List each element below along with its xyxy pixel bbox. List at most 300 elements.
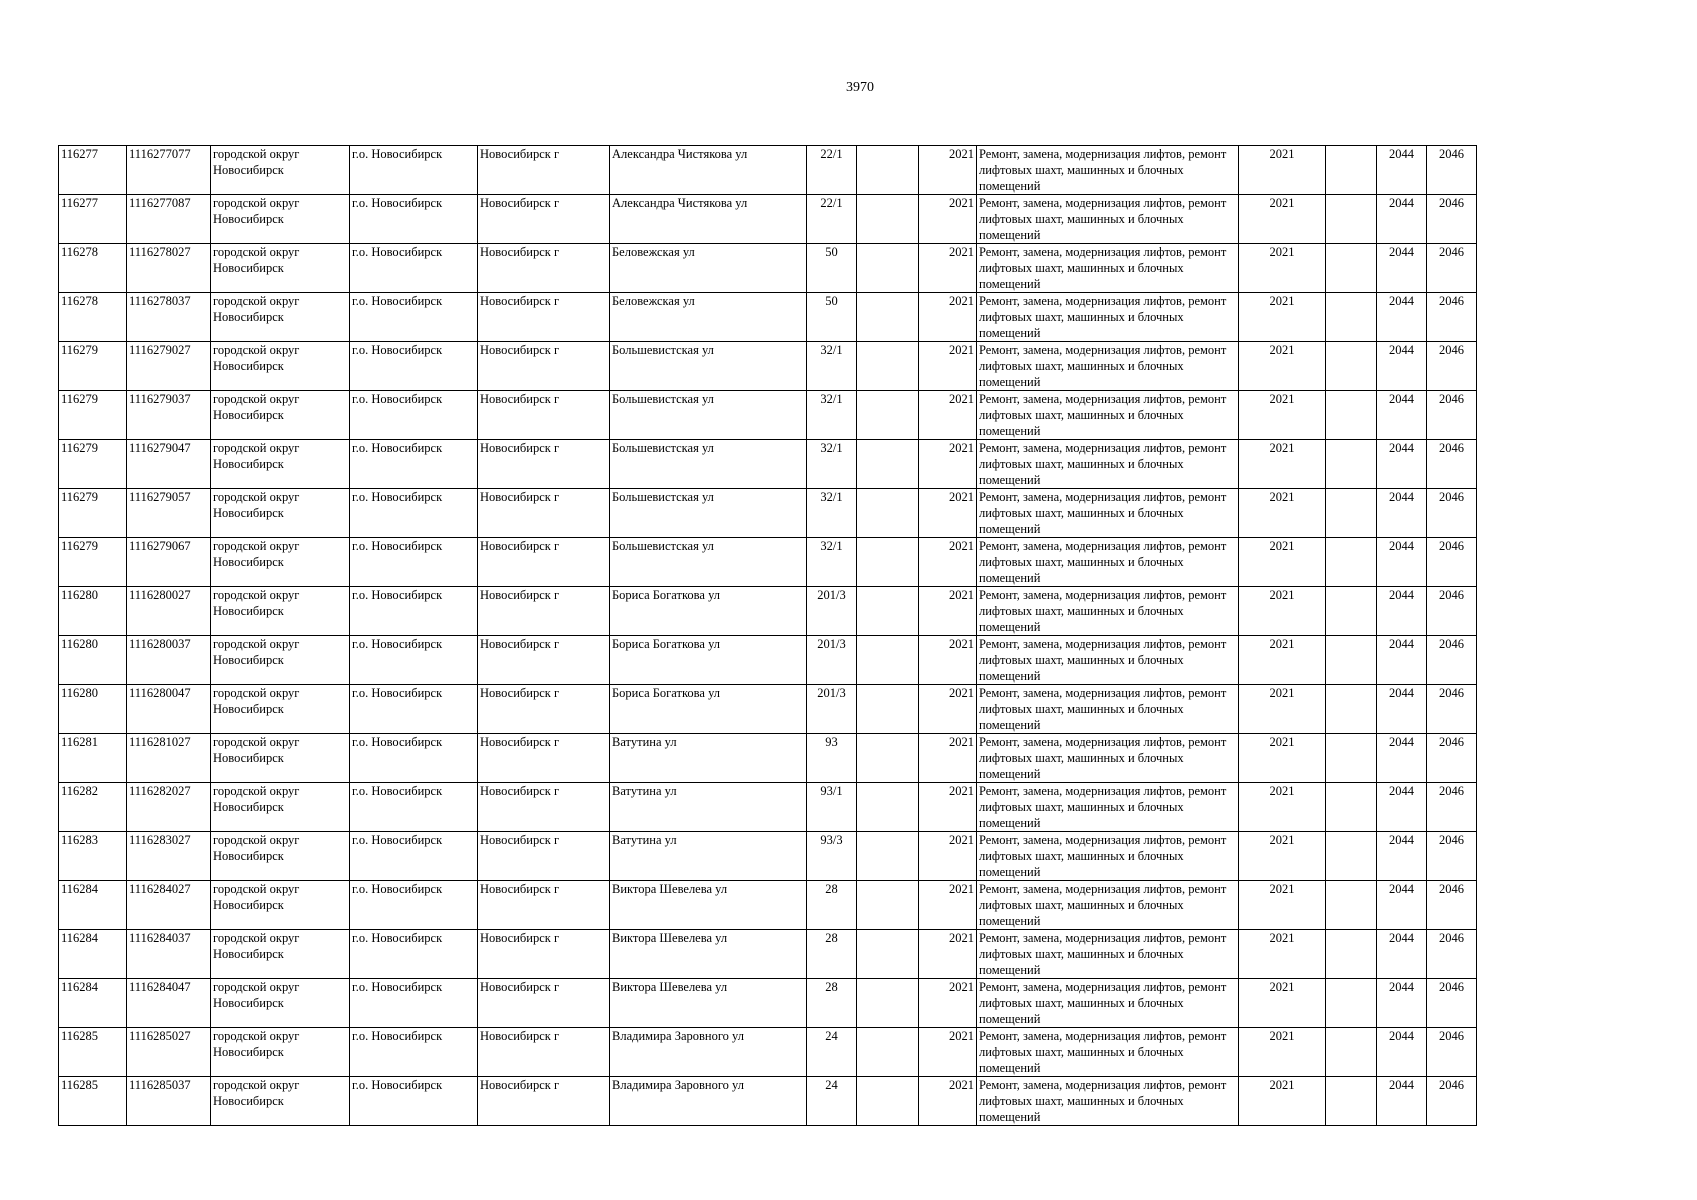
cell-id: 116282 <box>59 783 127 832</box>
cell-district: г.о. Новосибирск <box>350 440 478 489</box>
cell-house: 201/3 <box>807 636 857 685</box>
cell-house: 32/1 <box>807 440 857 489</box>
cell-year: 2021 <box>919 587 977 636</box>
cell-code: 1116280027 <box>127 587 211 636</box>
cell-year: 2021 <box>919 881 977 930</box>
table-row <box>59 342 1477 391</box>
cell-municipality: городской округ Новосибирск <box>211 440 350 489</box>
cell-id: 116279 <box>59 342 127 391</box>
cell-empty <box>857 195 919 244</box>
cell-empty <box>857 881 919 930</box>
cell-id: 116280 <box>59 636 127 685</box>
cell-city: Новосибирск г <box>478 293 610 342</box>
cell-street: Ватутина ул <box>610 832 807 881</box>
cell-city: Новосибирск г <box>478 881 610 930</box>
cell-empty <box>1326 734 1377 783</box>
cell-year-from: 2044 <box>1377 783 1427 832</box>
cell-municipality: городской округ Новосибирск <box>211 1028 350 1077</box>
cell-empty <box>1326 783 1377 832</box>
cell-street: Александра Чистякова ул <box>610 146 807 195</box>
table-row <box>59 1077 1477 1126</box>
cell-street: Беловежская ул <box>610 293 807 342</box>
capital-repair-register-table <box>58 145 1477 1126</box>
table-row <box>59 636 1477 685</box>
cell-district: г.о. Новосибирск <box>350 979 478 1028</box>
cell-district: г.о. Новосибирск <box>350 538 478 587</box>
cell-house: 24 <box>807 1077 857 1126</box>
cell-city: Новосибирск г <box>478 342 610 391</box>
cell-municipality: городской округ Новосибирск <box>211 979 350 1028</box>
cell-id: 116285 <box>59 1077 127 1126</box>
cell-city: Новосибирск г <box>478 244 610 293</box>
cell-house: 201/3 <box>807 685 857 734</box>
cell-plan-year: 2021 <box>1239 930 1326 979</box>
cell-street: Большевистская ул <box>610 440 807 489</box>
cell-work-type: Ремонт, замена, модернизация лифтов, ремонт лифтовых шахт, машинных и блочных помещений <box>977 979 1239 1028</box>
cell-id: 116278 <box>59 244 127 293</box>
cell-code: 1116282027 <box>127 783 211 832</box>
cell-city: Новосибирск г <box>478 538 610 587</box>
cell-empty <box>857 832 919 881</box>
cell-year-from: 2044 <box>1377 734 1427 783</box>
cell-id: 116285 <box>59 1028 127 1077</box>
cell-house: 32/1 <box>807 391 857 440</box>
cell-code: 1116283027 <box>127 832 211 881</box>
table-row <box>59 440 1477 489</box>
cell-year-to: 2046 <box>1427 783 1477 832</box>
cell-empty <box>1326 636 1377 685</box>
cell-district: г.о. Новосибирск <box>350 636 478 685</box>
cell-code: 1116280047 <box>127 685 211 734</box>
cell-street: Виктора Шевелева ул <box>610 930 807 979</box>
cell-empty <box>1326 244 1377 293</box>
cell-year: 2021 <box>919 342 977 391</box>
cell-work-type: Ремонт, замена, модернизация лифтов, ремонт лифтовых шахт, машинных и блочных помещений <box>977 440 1239 489</box>
cell-empty <box>1326 832 1377 881</box>
cell-empty <box>857 538 919 587</box>
cell-work-type: Ремонт, замена, модернизация лифтов, ремонт лифтовых шахт, машинных и блочных помещений <box>977 244 1239 293</box>
cell-district: г.о. Новосибирск <box>350 685 478 734</box>
cell-id: 116284 <box>59 881 127 930</box>
table-row <box>59 195 1477 244</box>
cell-empty <box>1326 979 1377 1028</box>
cell-year-from: 2044 <box>1377 538 1427 587</box>
cell-district: г.о. Новосибирск <box>350 391 478 440</box>
cell-district: г.о. Новосибирск <box>350 734 478 783</box>
cell-year-to: 2046 <box>1427 342 1477 391</box>
cell-work-type: Ремонт, замена, модернизация лифтов, ремонт лифтовых шахт, машинных и блочных помещений <box>977 1077 1239 1126</box>
cell-street: Владимира Заровного ул <box>610 1077 807 1126</box>
cell-plan-year: 2021 <box>1239 881 1326 930</box>
cell-street: Большевистская ул <box>610 538 807 587</box>
cell-district: г.о. Новосибирск <box>350 146 478 195</box>
cell-plan-year: 2021 <box>1239 832 1326 881</box>
cell-empty <box>1326 930 1377 979</box>
cell-empty <box>857 636 919 685</box>
cell-street: Большевистская ул <box>610 391 807 440</box>
cell-house: 50 <box>807 244 857 293</box>
cell-house: 28 <box>807 979 857 1028</box>
cell-year-from: 2044 <box>1377 342 1427 391</box>
cell-city: Новосибирск г <box>478 734 610 783</box>
cell-year-from: 2044 <box>1377 293 1427 342</box>
table-row <box>59 489 1477 538</box>
cell-empty <box>1326 146 1377 195</box>
cell-municipality: городской округ Новосибирск <box>211 391 350 440</box>
cell-empty <box>857 244 919 293</box>
cell-empty <box>1326 1028 1377 1077</box>
cell-code: 1116285027 <box>127 1028 211 1077</box>
table-row <box>59 881 1477 930</box>
table-row <box>59 293 1477 342</box>
page-number: 3970 <box>846 80 874 95</box>
cell-district: г.о. Новосибирск <box>350 881 478 930</box>
cell-work-type: Ремонт, замена, модернизация лифтов, ремонт лифтовых шахт, машинных и блочных помещений <box>977 391 1239 440</box>
cell-code: 1116279067 <box>127 538 211 587</box>
table-row <box>59 1028 1477 1077</box>
table-body <box>59 146 1477 1126</box>
cell-street: Беловежская ул <box>610 244 807 293</box>
cell-district: г.о. Новосибирск <box>350 342 478 391</box>
cell-work-type: Ремонт, замена, модернизация лифтов, ремонт лифтовых шахт, машинных и блочных помещений <box>977 1028 1239 1077</box>
cell-year: 2021 <box>919 538 977 587</box>
cell-id: 116281 <box>59 734 127 783</box>
cell-code: 1116278037 <box>127 293 211 342</box>
cell-id: 116283 <box>59 832 127 881</box>
cell-house: 50 <box>807 293 857 342</box>
cell-year: 2021 <box>919 489 977 538</box>
cell-id: 116284 <box>59 930 127 979</box>
cell-year-from: 2044 <box>1377 587 1427 636</box>
cell-city: Новосибирск г <box>478 685 610 734</box>
cell-empty <box>1326 1077 1377 1126</box>
cell-year-to: 2046 <box>1427 1028 1477 1077</box>
cell-city: Новосибирск г <box>478 195 610 244</box>
cell-year-to: 2046 <box>1427 538 1477 587</box>
cell-year-to: 2046 <box>1427 734 1477 783</box>
cell-plan-year: 2021 <box>1239 1077 1326 1126</box>
cell-municipality: городской округ Новосибирск <box>211 636 350 685</box>
cell-municipality: городской округ Новосибирск <box>211 832 350 881</box>
cell-street: Ватутина ул <box>610 734 807 783</box>
cell-street: Большевистская ул <box>610 342 807 391</box>
cell-empty <box>857 293 919 342</box>
cell-empty <box>857 1028 919 1077</box>
cell-city: Новосибирск г <box>478 440 610 489</box>
cell-house: 93/1 <box>807 783 857 832</box>
table-row <box>59 587 1477 636</box>
cell-year-from: 2044 <box>1377 440 1427 489</box>
cell-year-from: 2044 <box>1377 930 1427 979</box>
cell-work-type: Ремонт, замена, модернизация лифтов, ремонт лифтовых шахт, машинных и блочных помещений <box>977 489 1239 538</box>
table-row <box>59 146 1477 195</box>
cell-work-type: Ремонт, замена, модернизация лифтов, ремонт лифтовых шахт, машинных и блочных помещений <box>977 146 1239 195</box>
cell-year-from: 2044 <box>1377 244 1427 293</box>
cell-empty <box>1326 342 1377 391</box>
cell-municipality: городской округ Новосибирск <box>211 1077 350 1126</box>
cell-street: Владимира Заровного ул <box>610 1028 807 1077</box>
cell-empty <box>857 1077 919 1126</box>
cell-year: 2021 <box>919 685 977 734</box>
cell-year-to: 2046 <box>1427 832 1477 881</box>
cell-empty <box>857 685 919 734</box>
cell-empty <box>857 146 919 195</box>
cell-empty <box>857 342 919 391</box>
cell-city: Новосибирск г <box>478 587 610 636</box>
cell-street: Бориса Богаткова ул <box>610 636 807 685</box>
cell-work-type: Ремонт, замена, модернизация лифтов, ремонт лифтовых шахт, машинных и блочных помещений <box>977 636 1239 685</box>
cell-house: 22/1 <box>807 195 857 244</box>
cell-year-from: 2044 <box>1377 391 1427 440</box>
cell-year: 2021 <box>919 979 977 1028</box>
cell-street: Александра Чистякова ул <box>610 195 807 244</box>
cell-id: 116279 <box>59 538 127 587</box>
cell-year-to: 2046 <box>1427 979 1477 1028</box>
cell-empty <box>1326 293 1377 342</box>
cell-empty <box>1326 440 1377 489</box>
cell-year-to: 2046 <box>1427 440 1477 489</box>
cell-municipality: городской округ Новосибирск <box>211 293 350 342</box>
cell-work-type: Ремонт, замена, модернизация лифтов, ремонт лифтовых шахт, машинных и блочных помещений <box>977 734 1239 783</box>
cell-plan-year: 2021 <box>1239 636 1326 685</box>
cell-house: 32/1 <box>807 342 857 391</box>
cell-id: 116278 <box>59 293 127 342</box>
cell-year-from: 2044 <box>1377 881 1427 930</box>
cell-empty <box>857 440 919 489</box>
cell-municipality: городской округ Новосибирск <box>211 783 350 832</box>
cell-empty <box>1326 538 1377 587</box>
cell-street: Виктора Шевелева ул <box>610 881 807 930</box>
table-row <box>59 783 1477 832</box>
table-row <box>59 734 1477 783</box>
cell-city: Новосибирск г <box>478 1077 610 1126</box>
cell-year-to: 2046 <box>1427 685 1477 734</box>
cell-empty <box>857 783 919 832</box>
cell-plan-year: 2021 <box>1239 293 1326 342</box>
cell-empty <box>857 930 919 979</box>
cell-code: 1116277077 <box>127 146 211 195</box>
cell-year-from: 2044 <box>1377 979 1427 1028</box>
cell-plan-year: 2021 <box>1239 734 1326 783</box>
table-row <box>59 685 1477 734</box>
cell-year: 2021 <box>919 146 977 195</box>
cell-district: г.о. Новосибирск <box>350 930 478 979</box>
cell-city: Новосибирск г <box>478 391 610 440</box>
cell-street: Виктора Шевелева ул <box>610 979 807 1028</box>
cell-code: 1116280037 <box>127 636 211 685</box>
cell-year: 2021 <box>919 1077 977 1126</box>
cell-empty <box>857 979 919 1028</box>
cell-district: г.о. Новосибирск <box>350 293 478 342</box>
cell-year-to: 2046 <box>1427 244 1477 293</box>
cell-year-to: 2046 <box>1427 391 1477 440</box>
cell-municipality: городской округ Новосибирск <box>211 538 350 587</box>
cell-municipality: городской округ Новосибирск <box>211 342 350 391</box>
cell-district: г.о. Новосибирск <box>350 783 478 832</box>
cell-id: 116284 <box>59 979 127 1028</box>
cell-empty <box>857 391 919 440</box>
cell-house: 22/1 <box>807 146 857 195</box>
cell-district: г.о. Новосибирск <box>350 1028 478 1077</box>
cell-house: 201/3 <box>807 587 857 636</box>
cell-work-type: Ремонт, замена, модернизация лифтов, ремонт лифтовых шахт, машинных и блочных помещений <box>977 685 1239 734</box>
cell-code: 1116284047 <box>127 979 211 1028</box>
cell-year-to: 2046 <box>1427 146 1477 195</box>
cell-municipality: городской округ Новосибирск <box>211 146 350 195</box>
cell-year: 2021 <box>919 636 977 685</box>
cell-plan-year: 2021 <box>1239 979 1326 1028</box>
cell-plan-year: 2021 <box>1239 146 1326 195</box>
cell-plan-year: 2021 <box>1239 587 1326 636</box>
cell-work-type: Ремонт, замена, модернизация лифтов, ремонт лифтовых шахт, машинных и блочных помещений <box>977 832 1239 881</box>
cell-plan-year: 2021 <box>1239 783 1326 832</box>
cell-code: 1116279057 <box>127 489 211 538</box>
cell-city: Новосибирск г <box>478 930 610 979</box>
cell-district: г.о. Новосибирск <box>350 1077 478 1126</box>
cell-year: 2021 <box>919 195 977 244</box>
cell-work-type: Ремонт, замена, модернизация лифтов, ремонт лифтовых шахт, машинных и блочных помещений <box>977 342 1239 391</box>
table-row <box>59 930 1477 979</box>
cell-work-type: Ремонт, замена, модернизация лифтов, ремонт лифтовых шахт, машинных и блочных помещений <box>977 783 1239 832</box>
cell-street: Ватутина ул <box>610 783 807 832</box>
table-row <box>59 244 1477 293</box>
cell-code: 1116279047 <box>127 440 211 489</box>
cell-id: 116280 <box>59 587 127 636</box>
cell-id: 116277 <box>59 195 127 244</box>
cell-plan-year: 2021 <box>1239 195 1326 244</box>
cell-code: 1116279027 <box>127 342 211 391</box>
cell-id: 116279 <box>59 489 127 538</box>
cell-city: Новосибирск г <box>478 146 610 195</box>
cell-municipality: городской округ Новосибирск <box>211 195 350 244</box>
cell-code: 1116277087 <box>127 195 211 244</box>
cell-plan-year: 2021 <box>1239 391 1326 440</box>
cell-house: 28 <box>807 930 857 979</box>
cell-year: 2021 <box>919 734 977 783</box>
cell-house: 32/1 <box>807 538 857 587</box>
cell-work-type: Ремонт, замена, модернизация лифтов, ремонт лифтовых шахт, машинных и блочных помещений <box>977 293 1239 342</box>
cell-year: 2021 <box>919 1028 977 1077</box>
table-row <box>59 832 1477 881</box>
cell-plan-year: 2021 <box>1239 1028 1326 1077</box>
cell-empty <box>1326 685 1377 734</box>
cell-year: 2021 <box>919 930 977 979</box>
cell-year-from: 2044 <box>1377 685 1427 734</box>
cell-house: 32/1 <box>807 489 857 538</box>
cell-work-type: Ремонт, замена, модернизация лифтов, ремонт лифтовых шахт, машинных и блочных помещений <box>977 930 1239 979</box>
cell-year-from: 2044 <box>1377 489 1427 538</box>
cell-empty <box>1326 489 1377 538</box>
cell-work-type: Ремонт, замена, модернизация лифтов, ремонт лифтовых шахт, машинных и блочных помещений <box>977 195 1239 244</box>
table-row <box>59 391 1477 440</box>
cell-city: Новосибирск г <box>478 783 610 832</box>
cell-city: Новосибирск г <box>478 489 610 538</box>
cell-plan-year: 2021 <box>1239 538 1326 587</box>
cell-plan-year: 2021 <box>1239 244 1326 293</box>
cell-year-from: 2044 <box>1377 636 1427 685</box>
table-row <box>59 538 1477 587</box>
cell-district: г.о. Новосибирск <box>350 587 478 636</box>
cell-city: Новосибирск г <box>478 636 610 685</box>
cell-house: 24 <box>807 1028 857 1077</box>
cell-municipality: городской округ Новосибирск <box>211 685 350 734</box>
cell-city: Новосибирск г <box>478 1028 610 1077</box>
cell-code: 1116284037 <box>127 930 211 979</box>
cell-house: 93/3 <box>807 832 857 881</box>
cell-code: 1116284027 <box>127 881 211 930</box>
cell-year-to: 2046 <box>1427 489 1477 538</box>
cell-district: г.о. Новосибирск <box>350 489 478 538</box>
cell-city: Новосибирск г <box>478 979 610 1028</box>
cell-year-to: 2046 <box>1427 293 1477 342</box>
cell-municipality: городской округ Новосибирск <box>211 881 350 930</box>
cell-year-to: 2046 <box>1427 930 1477 979</box>
cell-empty <box>857 587 919 636</box>
cell-code: 1116285037 <box>127 1077 211 1126</box>
cell-municipality: городской округ Новосибирск <box>211 930 350 979</box>
cell-year-to: 2046 <box>1427 881 1477 930</box>
cell-year-from: 2044 <box>1377 195 1427 244</box>
table-row <box>59 979 1477 1028</box>
cell-id: 116279 <box>59 391 127 440</box>
cell-municipality: городской округ Новосибирск <box>211 587 350 636</box>
cell-plan-year: 2021 <box>1239 685 1326 734</box>
cell-year: 2021 <box>919 391 977 440</box>
cell-city: Новосибирск г <box>478 832 610 881</box>
cell-id: 116280 <box>59 685 127 734</box>
cell-empty <box>1326 391 1377 440</box>
cell-municipality: городской округ Новосибирск <box>211 244 350 293</box>
cell-empty <box>857 489 919 538</box>
cell-code: 1116279037 <box>127 391 211 440</box>
cell-work-type: Ремонт, замена, модернизация лифтов, ремонт лифтовых шахт, машинных и блочных помещений <box>977 587 1239 636</box>
cell-year-from: 2044 <box>1377 1028 1427 1077</box>
cell-house: 93 <box>807 734 857 783</box>
cell-plan-year: 2021 <box>1239 342 1326 391</box>
cell-work-type: Ремонт, замена, модернизация лифтов, ремонт лифтовых шахт, машинных и блочных помещений <box>977 538 1239 587</box>
cell-district: г.о. Новосибирск <box>350 244 478 293</box>
cell-year-from: 2044 <box>1377 832 1427 881</box>
cell-year-to: 2046 <box>1427 1077 1477 1126</box>
cell-empty <box>1326 587 1377 636</box>
cell-year: 2021 <box>919 783 977 832</box>
cell-empty <box>1326 195 1377 244</box>
cell-street: Бориса Богаткова ул <box>610 685 807 734</box>
cell-year-from: 2044 <box>1377 1077 1427 1126</box>
cell-empty <box>1326 881 1377 930</box>
cell-id: 116277 <box>59 146 127 195</box>
cell-plan-year: 2021 <box>1239 440 1326 489</box>
cell-year: 2021 <box>919 244 977 293</box>
cell-street: Большевистская ул <box>610 489 807 538</box>
cell-year-to: 2046 <box>1427 587 1477 636</box>
cell-municipality: городской округ Новосибирск <box>211 489 350 538</box>
cell-plan-year: 2021 <box>1239 489 1326 538</box>
cell-year: 2021 <box>919 440 977 489</box>
cell-district: г.о. Новосибирск <box>350 832 478 881</box>
cell-code: 1116281027 <box>127 734 211 783</box>
cell-house: 28 <box>807 881 857 930</box>
cell-street: Бориса Богаткова ул <box>610 587 807 636</box>
cell-municipality: городской округ Новосибирск <box>211 734 350 783</box>
cell-year-to: 2046 <box>1427 195 1477 244</box>
cell-district: г.о. Новосибирск <box>350 195 478 244</box>
cell-work-type: Ремонт, замена, модернизация лифтов, ремонт лифтовых шахт, машинных и блочных помещений <box>977 881 1239 930</box>
cell-id: 116279 <box>59 440 127 489</box>
cell-year: 2021 <box>919 832 977 881</box>
cell-empty <box>857 734 919 783</box>
cell-year-to: 2046 <box>1427 636 1477 685</box>
